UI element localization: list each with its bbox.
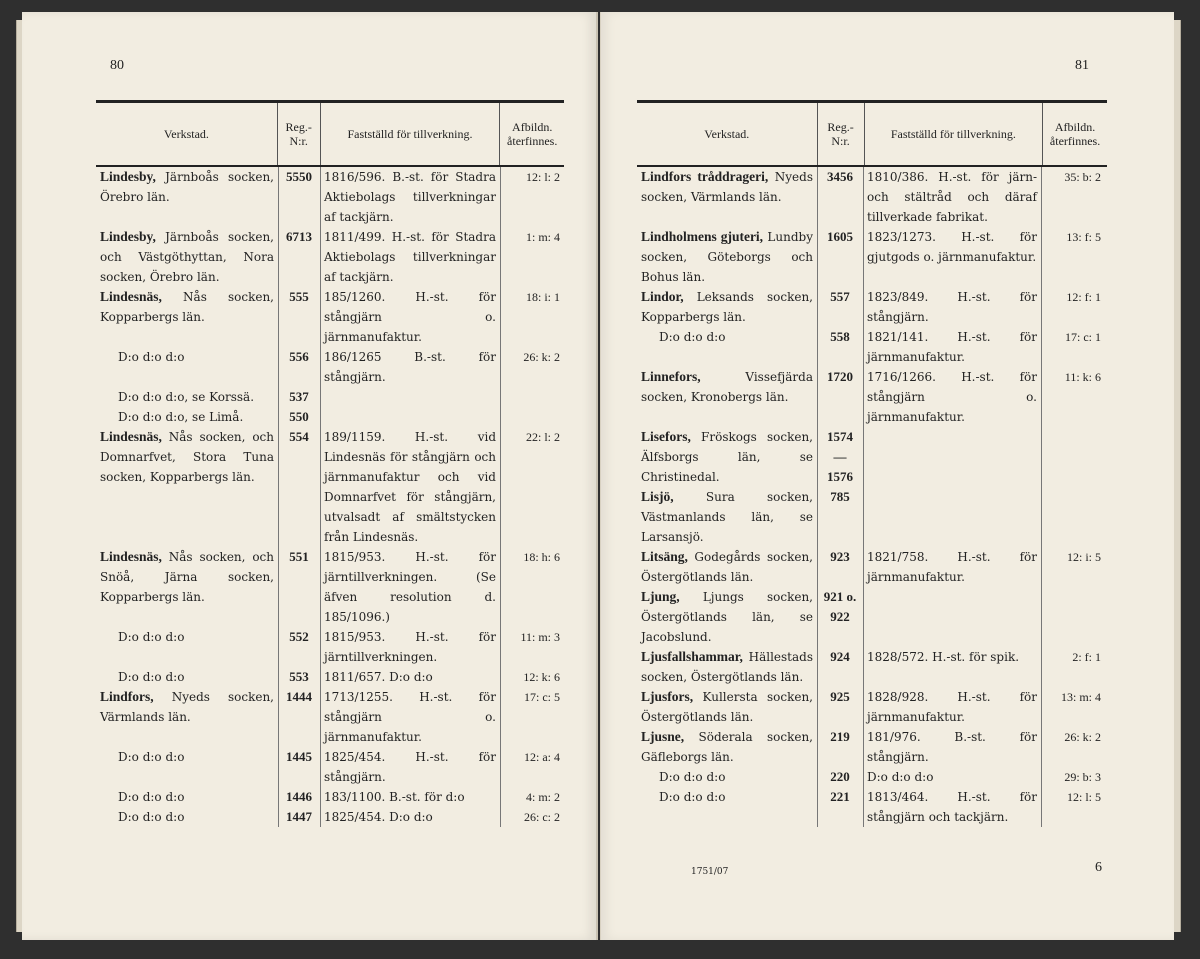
table-row xyxy=(637,587,1107,647)
works-cell xyxy=(637,167,817,227)
works-cell xyxy=(96,807,278,827)
works-location: Lundby socken, Göteborgs och Bohus län. xyxy=(641,230,813,284)
works-cell xyxy=(96,287,278,347)
reference: 18: i: 1 xyxy=(525,290,560,304)
decision-text: 1828/928. H.-st. för järnmanufaktur. xyxy=(867,690,1037,724)
works-cell xyxy=(637,787,817,827)
decision-text xyxy=(863,427,1041,487)
reference: 2: f: 1 xyxy=(1072,650,1101,664)
table-row xyxy=(96,547,564,627)
works-cell xyxy=(637,227,817,287)
works-location: D:o d:o d:o xyxy=(118,750,185,764)
reference: 26: k: 2 xyxy=(1064,730,1101,744)
table-row xyxy=(96,407,564,427)
reg-number: 557 xyxy=(830,289,850,304)
works-cell xyxy=(96,347,278,387)
reg-number: 556 xyxy=(289,349,309,364)
reg-number: 552 xyxy=(289,629,309,644)
reg-number: 923 xyxy=(830,549,850,564)
table-row xyxy=(637,727,1107,767)
decision-text: 1821/758. H.-st. för järnmanufaktur. xyxy=(867,550,1037,584)
register-table xyxy=(96,100,564,827)
table-row xyxy=(637,487,1107,547)
works-location: D:o d:o d:o xyxy=(118,350,185,364)
works-location: Nås socken, och Snöå, Järna socken, Kopparbergs län. xyxy=(100,550,274,604)
table-row xyxy=(96,747,564,787)
reg-number: 1574—1576 xyxy=(827,429,853,484)
works-name: Lindholmens gjuteri, xyxy=(641,229,764,244)
works-cell xyxy=(96,787,278,807)
table-row xyxy=(96,227,564,287)
table-row xyxy=(637,787,1107,827)
reference: 13: m: 4 xyxy=(1060,690,1101,704)
table-row xyxy=(637,547,1107,587)
works-cell xyxy=(637,487,817,547)
works-location: D:o d:o d:o xyxy=(118,630,185,644)
reference: 11: k: 6 xyxy=(1064,370,1101,384)
works-cell xyxy=(96,427,278,547)
decision-text xyxy=(863,487,1041,547)
works-location: D:o d:o d:o xyxy=(659,330,726,344)
reference: 11: m: 3 xyxy=(520,630,560,644)
header-afbildn: Afbildn. återfinnes. xyxy=(499,103,564,165)
decision-text: 183/1100. B.-st. för d:o xyxy=(324,790,465,804)
table-row xyxy=(96,427,564,547)
reference xyxy=(1041,427,1105,487)
table-row xyxy=(637,427,1107,487)
works-location: Nås socken, Kopparbergs län. xyxy=(100,290,274,324)
works-location: Hällestads socken, Östergötlands län. xyxy=(641,650,813,684)
works-location: D:o d:o d:o xyxy=(659,770,726,784)
header-reg: Reg.- N:r. xyxy=(277,103,320,165)
reg-number: 1447 xyxy=(286,809,312,824)
works-cell xyxy=(637,427,817,487)
works-location: Järnboås socken, Örebro län. xyxy=(100,170,274,204)
decision-text: 1828/572. H.-st. för spik. xyxy=(867,650,1020,664)
works-cell xyxy=(96,227,278,287)
works-location: D:o d:o d:o xyxy=(659,790,726,804)
works-cell xyxy=(637,327,817,367)
works-location: Kullersta socken, Östergötlands län. xyxy=(641,690,813,724)
decision-text xyxy=(320,407,500,427)
works-name: Lindesby, xyxy=(100,229,156,244)
decision-text: 1815/953. H.-st. för järntillverkningen. xyxy=(324,630,496,664)
reg-number: 1605 xyxy=(827,229,853,244)
reference: 18: h: 6 xyxy=(523,550,560,564)
reg-number: 558 xyxy=(830,329,850,344)
table-row xyxy=(637,647,1107,687)
reg-number: 553 xyxy=(289,669,309,684)
works-cell xyxy=(96,547,278,627)
decision-text: 189/1159. H.-st. vid Lindesnäs för stångjärn och järnmanufaktur och vid Domnarfvet för stångjärn, utvalsadt af smältstycken från Lindesnäs. xyxy=(324,430,496,544)
reference: 12: l: 5 xyxy=(1066,790,1101,804)
reg-number: 1720 xyxy=(827,369,853,384)
reg-number: 537 xyxy=(289,389,309,404)
reference: 12: k: 6 xyxy=(523,670,560,684)
works-cell xyxy=(96,667,278,687)
reference: 26: k: 2 xyxy=(523,350,560,364)
works-name: Lindesby, xyxy=(100,169,156,184)
reg-number: 220 xyxy=(830,769,850,784)
reference: 29: b: 3 xyxy=(1064,770,1101,784)
works-cell xyxy=(96,627,278,667)
works-cell xyxy=(637,727,817,767)
header-faststalld: Fastställd för tillverkning. xyxy=(864,103,1043,165)
works-cell xyxy=(96,387,278,407)
table-row xyxy=(96,687,564,747)
works-cell xyxy=(637,647,817,687)
works-location: Sura socken, Västmanlands län, se Larsansjö. xyxy=(641,490,813,544)
table-row xyxy=(637,227,1107,287)
works-location: Ljungs socken, Östergötlands län, se Jacobslund. xyxy=(641,590,813,644)
works-name: Lindesnäs, xyxy=(100,429,162,444)
reg-number: 3456 xyxy=(827,169,853,184)
decision-text: 1811/657. D:o d:o xyxy=(324,670,433,684)
decision-text: 1811/499. H.-st. för Stadra Aktiebolags tillverkningar af tackjärn. xyxy=(324,230,496,284)
works-cell xyxy=(96,687,278,747)
works-name: Ljusfors, xyxy=(641,689,694,704)
decision-text: 1823/1273. H.-st. för gjutgods o. järnmanufaktur. xyxy=(867,230,1037,264)
works-name: Lindesnäs, xyxy=(100,549,162,564)
reg-number: 221 xyxy=(830,789,850,804)
works-location: Järnboås socken, och Västgöthyttan, Nora socken, Örebro län. xyxy=(100,230,274,284)
works-name: Lisefors, xyxy=(641,429,691,444)
reg-number: 554 xyxy=(289,429,309,444)
table-row xyxy=(637,687,1107,727)
header-verkstad: Verkstad. xyxy=(163,127,209,141)
reg-number: 555 xyxy=(289,289,309,304)
reference: 12: a: 4 xyxy=(524,750,560,764)
header-verkstad: Verkstad. xyxy=(704,127,750,141)
decision-text: 185/1260. H.-st. för stångjärn o. järnmanufaktur. xyxy=(324,290,496,344)
table-row xyxy=(96,667,564,687)
table-row xyxy=(637,287,1107,327)
reference: 26: c: 2 xyxy=(524,810,560,824)
works-name: Ljusne, xyxy=(641,729,685,744)
works-cell xyxy=(96,747,278,787)
reference: 17: c: 5 xyxy=(524,690,560,704)
works-name: Lindor, xyxy=(641,289,684,304)
decision-text: 1716/1266. H.-st. för stångjärn o. järnmanufaktur. xyxy=(867,370,1037,424)
decision-text: 1713/1255. H.-st. för stångjärn o. järnmanufaktur. xyxy=(324,690,496,744)
reference xyxy=(500,387,564,407)
works-location: D:o d:o d:o, se Limå. xyxy=(118,410,244,424)
table-row xyxy=(96,627,564,667)
works-location: D:o d:o d:o xyxy=(118,790,185,804)
works-cell xyxy=(637,587,817,647)
left-page xyxy=(22,12,598,940)
works-location: Godegårds socken, Östergötlands län. xyxy=(641,550,813,584)
reg-number: 551 xyxy=(289,549,309,564)
works-cell xyxy=(637,367,817,427)
decision-text xyxy=(863,587,1041,647)
decision-text: D:o d:o d:o xyxy=(867,770,934,784)
reference: 13: f: 5 xyxy=(1066,230,1101,244)
right-page xyxy=(600,12,1174,940)
table-row xyxy=(637,167,1107,227)
reference: 35: b: 2 xyxy=(1064,170,1101,184)
works-name: Lisjö, xyxy=(641,489,674,504)
reg-number: 550 xyxy=(289,409,309,424)
reg-number: 785 xyxy=(830,489,850,504)
reg-number: 6713 xyxy=(286,229,312,244)
table-row xyxy=(637,767,1107,787)
reference: 17: c: 1 xyxy=(1065,330,1101,344)
reference: 12: i: 5 xyxy=(1066,550,1101,564)
works-location: Vissefjärda socken, Kronobergs län. xyxy=(641,370,813,404)
works-cell xyxy=(637,547,817,587)
reg-number: 921 o. 922 xyxy=(823,589,857,624)
table-row xyxy=(637,327,1107,367)
reference xyxy=(1041,587,1105,647)
reference: 22: l: 2 xyxy=(525,430,560,444)
reference: 12: f: 1 xyxy=(1066,290,1101,304)
reference xyxy=(1041,487,1105,547)
works-name: Ljusfallshammar, xyxy=(641,649,743,664)
table-row xyxy=(96,787,564,807)
decision-text: 1816/596. B.-st. för Stadra Aktiebolags tillverkningar af tackjärn. xyxy=(324,170,496,224)
header-afbildn: Afbildn. återfinnes. xyxy=(1042,103,1107,165)
table-header xyxy=(637,103,1107,167)
table-row xyxy=(96,387,564,407)
decision-text: 181/976. B.-st. för stångjärn. xyxy=(867,730,1037,764)
table-row xyxy=(96,347,564,387)
works-name: Linnefors, xyxy=(641,369,701,384)
decision-text: 186/1265 B.-st. för stångjärn. xyxy=(324,350,496,384)
register-table xyxy=(637,100,1107,827)
works-cell xyxy=(96,407,278,427)
works-location: Nås socken, och Domnarfvet, Stora Tuna socken, Kopparbergs län. xyxy=(100,430,274,484)
works-location: D:o d:o d:o xyxy=(118,670,185,684)
page-number: 80 xyxy=(110,58,124,73)
reference: 12: l: 2 xyxy=(525,170,560,184)
works-name: Lindfors, xyxy=(100,689,154,704)
table-header xyxy=(96,103,564,167)
reg-number: 1444 xyxy=(286,689,312,704)
works-location: Nyeds socken, Värmlands län. xyxy=(641,170,813,204)
decision-text: 1825/454. H.-st. för stångjärn. xyxy=(324,750,496,784)
works-location: Fröskogs socken, Älfsborgs län, se Christinedal. xyxy=(641,430,813,484)
works-location: Söderala socken, Gäfleborgs län. xyxy=(641,730,813,764)
reg-number: 1445 xyxy=(286,749,312,764)
reference xyxy=(500,407,564,427)
decision-text: 1821/141. H.-st. för järnmanufaktur. xyxy=(867,330,1037,364)
reg-number: 1446 xyxy=(286,789,312,804)
works-location: Leksands socken, Kopparbergs län. xyxy=(641,290,813,324)
sheet-number: 6 xyxy=(1095,860,1102,875)
works-location: D:o d:o d:o, se Korssä. xyxy=(118,390,255,404)
decision-text: 1825/454. D:o d:o xyxy=(324,810,433,824)
reg-number: 925 xyxy=(830,689,850,704)
works-cell xyxy=(637,687,817,727)
table-row xyxy=(637,367,1107,427)
reg-number: 219 xyxy=(830,729,850,744)
decision-text: 1823/849. H.-st. för stångjärn. xyxy=(867,290,1037,324)
table-body xyxy=(96,167,564,827)
header-faststalld: Fastställd för tillverkning. xyxy=(320,103,500,165)
reg-number: 924 xyxy=(830,649,850,664)
signature-mark: 1751/07 xyxy=(691,867,729,877)
decision-text xyxy=(320,387,500,407)
header-reg: Reg.- N:r. xyxy=(817,103,864,165)
works-cell xyxy=(637,767,817,787)
works-cell xyxy=(637,287,817,327)
reference: 1: m: 4 xyxy=(525,230,560,244)
reference: 4: m: 2 xyxy=(525,790,560,804)
decision-text: 1810/386. H.-st. för järn- och stältråd och däraf tillverkade fabrikat. xyxy=(867,170,1037,224)
page-number: 81 xyxy=(1075,58,1089,73)
works-location: Nyeds socken, Värmlands län. xyxy=(100,690,274,724)
table-body xyxy=(637,167,1107,827)
works-name: Ljung, xyxy=(641,589,680,604)
table-row xyxy=(96,287,564,347)
works-name: Lindesnäs, xyxy=(100,289,162,304)
works-name: Litsäng, xyxy=(641,549,688,564)
reg-number: 5550 xyxy=(286,169,312,184)
table-row xyxy=(96,167,564,227)
works-name: Lindfors tråddrageri, xyxy=(641,169,769,184)
decision-text: 1815/953. H.-st. för järntillverkningen. (Se äfven resolution d. 185/1096.) xyxy=(324,550,496,624)
decision-text: 1813/464. H.-st. för stångjärn och tackjärn. xyxy=(867,790,1037,824)
works-cell xyxy=(96,167,278,227)
works-location: D:o d:o d:o xyxy=(118,810,185,824)
table-row xyxy=(96,807,564,827)
